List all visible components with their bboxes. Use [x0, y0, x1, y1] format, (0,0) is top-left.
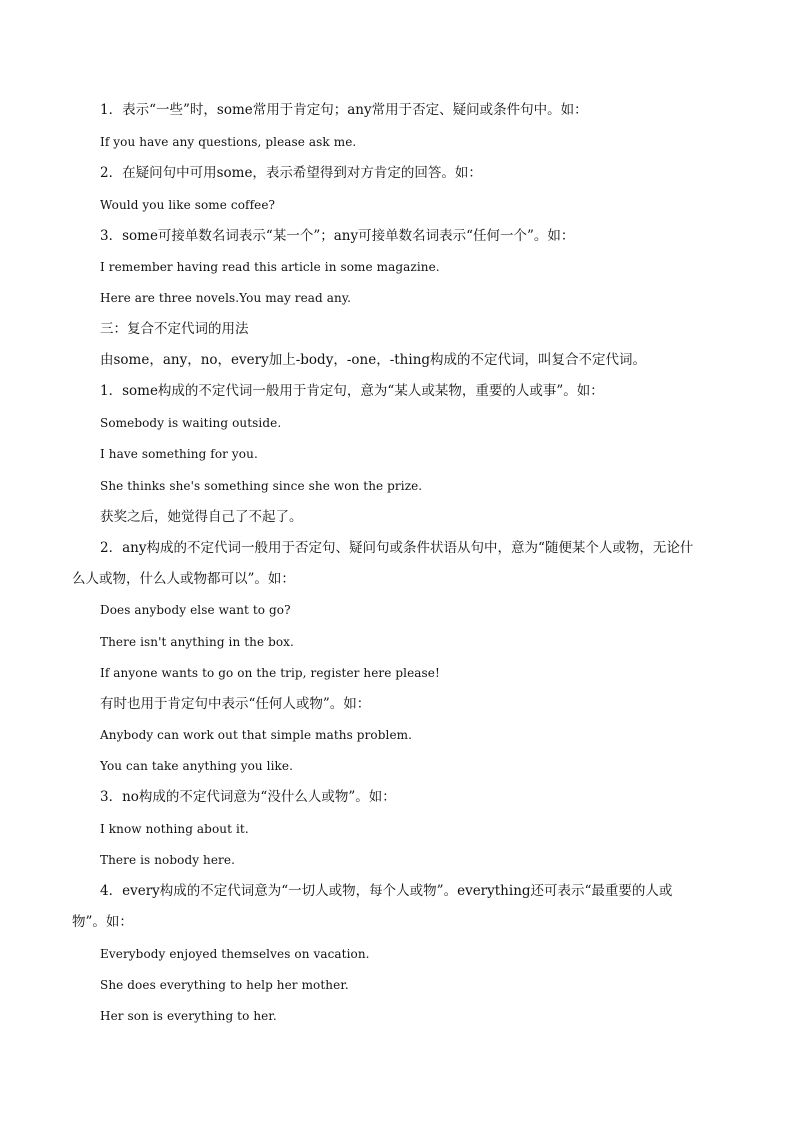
rule-note: 有时也用于肯定句中表示“任何人或物”。如： — [100, 696, 371, 712]
example-sentence: I remember having read this article in some magazine. — [100, 260, 440, 274]
example-sentence: There is nobody here. — [100, 853, 236, 867]
rule-1-some-compound: 1．some构成的不定代词一般用于肯定句，意为“某人或某物，重要的人或事”。如： — [100, 383, 604, 399]
example-sentence: Does anybody else want to go? — [100, 603, 291, 617]
example-sentence: Would you like some coffee? — [100, 198, 276, 212]
example-sentence: I have something for you. — [100, 447, 258, 461]
rule-3-singular-noun: 3．some可接单数名词表示“某一个”；any可接单数名词表示“任何一个”。如： — [100, 228, 575, 244]
example-sentence: Somebody is waiting outside. — [100, 416, 282, 430]
section-heading: 三：复合不定代词的用法 — [100, 321, 249, 337]
example-sentence: You can take anything you like. — [100, 759, 294, 773]
example-sentence: If you have any questions, please ask me. — [100, 135, 357, 149]
example-sentence: If anyone wants to go on the trip, register here please! — [100, 666, 440, 680]
example-sentence: I know nothing about it. — [100, 822, 249, 836]
rule-4-continuation: 物”。如： — [72, 914, 133, 930]
rule-3-no-compound: 3．no构成的不定代词意为“没什么人或物”。如： — [100, 789, 396, 805]
rule-2-continuation: 么人或物，什么人或物都可以”。如： — [72, 571, 295, 587]
rule-2-some-question: 2．在疑问句中可用some，表示希望得到对方肯定的回答。如： — [100, 165, 482, 181]
example-translation: 获奖之后，她觉得自己了不起了。 — [100, 509, 303, 525]
example-sentence: Here are three novels.You may read any. — [100, 291, 352, 305]
example-sentence: She does everything to help her mother. — [100, 978, 349, 992]
rule-2-any-compound: 2．any构成的不定代词一般用于否定句、疑问句或条件状语从句中，意为“随便某个人或物，无论什 — [100, 540, 694, 556]
rule-4-every-compound: 4．every构成的不定代词意为“一切人或物，每个人或物”。everything还可表示“最重要的人或 — [100, 883, 673, 899]
example-sentence: There isn't anything in the box. — [100, 635, 294, 649]
example-sentence: Her son is everything to her. — [100, 1009, 277, 1023]
rule-1-some-any: 1．表示“一些”时，some常用于肯定句；any常用于否定、疑问或条件句中。如： — [100, 102, 588, 118]
example-sentence: Everybody enjoyed themselves on vacation. — [100, 947, 370, 961]
example-sentence: She thinks she's something since she won the prize. — [100, 479, 423, 493]
example-sentence: Anybody can work out that simple maths problem. — [100, 728, 413, 742]
section-intro: 由some，any，no，every加上-body，-one，-thing构成的不定代词，叫复合不定代词。 — [100, 352, 647, 368]
